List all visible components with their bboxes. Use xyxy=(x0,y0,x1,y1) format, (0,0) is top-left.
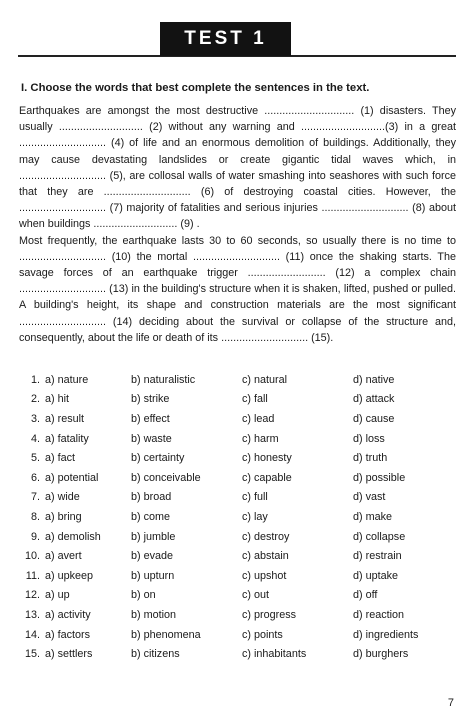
option-d: d) collapse xyxy=(353,530,406,543)
option-row-3 xyxy=(22,409,463,429)
option-b: b) effect xyxy=(131,412,170,425)
option-number: 2. xyxy=(30,393,40,406)
option-b: b) citizens xyxy=(131,648,180,661)
option-c: c) out xyxy=(242,589,270,602)
option-a: a) factors xyxy=(45,628,91,641)
option-number: 1. xyxy=(30,373,40,386)
option-d: d) reaction xyxy=(353,608,405,621)
option-number: 7. xyxy=(30,491,40,504)
option-row-12 xyxy=(22,586,463,606)
option-row-11 xyxy=(22,566,463,586)
passage-paragraph-2: Most frequently, the earthquake lasts 30 to 60 seconds, so usually there is no time to ............................. (10) the mortal ............................. (11) once the shaking starts. The savage forces of an earthquake trigger .......................... (12) a complex chain ............................. (13) in the building's structure when it is shaken, lifted, pushed or pulled. A building's height, its shape and construction materials are the most significant ............................. (14) deciding about the survival or collapse of the structure and, consequently, about the life or death of its ............................. (15). xyxy=(19,234,456,344)
option-d: d) possible xyxy=(353,471,406,484)
option-row-8 xyxy=(22,507,463,527)
option-a: a) avert xyxy=(45,550,82,563)
option-a: a) bring xyxy=(45,510,82,523)
option-b: b) phenomena xyxy=(131,628,201,641)
option-a: a) fact xyxy=(45,452,76,465)
option-row-15 xyxy=(22,644,463,664)
option-d: d) restrain xyxy=(353,550,402,563)
option-d: d) cause xyxy=(353,412,395,425)
option-number: 8. xyxy=(30,510,40,523)
option-b: b) naturalistic xyxy=(131,373,196,386)
option-row-14 xyxy=(22,625,463,645)
option-b: b) jumble xyxy=(131,530,176,543)
option-d: d) burghers xyxy=(353,648,409,661)
option-d: d) uptake xyxy=(353,569,399,582)
instruction-heading: I. Choose the words that best complete the sentences in the text. xyxy=(21,82,370,94)
option-b: b) motion xyxy=(131,608,177,621)
option-row-1 xyxy=(22,370,463,390)
option-row-10 xyxy=(22,546,463,566)
option-c: c) lead xyxy=(242,412,275,425)
option-row-9 xyxy=(22,527,463,547)
option-number: 13. xyxy=(24,608,40,621)
option-row-6 xyxy=(22,468,463,488)
answer-options-list xyxy=(22,370,463,664)
option-c: c) points xyxy=(242,628,283,641)
test-title-banner: TEST 1 xyxy=(160,22,291,56)
option-b: b) evade xyxy=(131,550,174,563)
option-c: c) destroy xyxy=(242,530,290,543)
option-b: b) come xyxy=(131,510,171,523)
option-a: a) up xyxy=(45,589,70,602)
option-c: c) inhabitants xyxy=(242,648,307,661)
option-row-4 xyxy=(22,429,463,449)
option-a: a) upkeep xyxy=(45,569,94,582)
option-b: b) on xyxy=(131,589,156,602)
cloze-passage xyxy=(19,103,456,346)
option-b: b) conceivable xyxy=(131,471,201,484)
option-c: c) honesty xyxy=(242,452,292,465)
option-d: d) make xyxy=(353,510,393,523)
option-row-2 xyxy=(22,390,463,410)
option-row-13 xyxy=(22,605,463,625)
option-number: 12. xyxy=(24,589,40,602)
option-b: b) waste xyxy=(131,432,172,445)
option-a: a) hit xyxy=(45,393,70,406)
option-d: d) attack xyxy=(353,393,395,406)
option-a: a) fatality xyxy=(45,432,89,445)
option-c: c) harm xyxy=(242,432,279,445)
option-number: 10. xyxy=(24,550,40,563)
option-a: a) demolish xyxy=(45,530,101,543)
option-a: a) activity xyxy=(45,608,91,621)
option-number: 15. xyxy=(24,648,40,661)
option-c: c) upshot xyxy=(242,569,287,582)
option-c: c) natural xyxy=(242,373,288,386)
option-a: a) nature xyxy=(45,373,89,386)
option-d: d) ingredients xyxy=(353,628,419,641)
option-b: b) upturn xyxy=(131,569,175,582)
option-b: b) certainty xyxy=(131,452,185,465)
option-number: 6. xyxy=(30,471,40,484)
option-number: 3. xyxy=(30,412,40,425)
page-number: 7 xyxy=(447,697,454,709)
option-d: d) truth xyxy=(353,452,388,465)
option-number: 11. xyxy=(25,569,40,582)
option-d: d) native xyxy=(353,373,395,386)
option-c: c) capable xyxy=(242,471,292,484)
option-row-5 xyxy=(22,448,463,468)
option-number: 4. xyxy=(30,432,40,445)
option-c: c) fall xyxy=(242,393,268,406)
option-c: c) full xyxy=(242,491,268,504)
passage-paragraph-1: Earthquakes are amongst the most destructive .............................. (1) disasters. They usually ............................ (2) without any warning and ............................(3) in a great ............................. (4) of life and an enormous demolition of buildings. Additionally, they may cause devastating landslides or create gigantic tidal waves which, in ............................. (5), are collosal walls of water smashing into seashores with such force that they are ............................. (6) of destroying coastal cities. However, the ............................. (7) majority of fatalities and serious injuries ............................. (8) about when buildings ............................ (9) . xyxy=(19,105,456,231)
option-number: 5. xyxy=(30,452,40,465)
option-number: 9. xyxy=(30,530,40,543)
option-c: c) progress xyxy=(242,608,297,621)
option-number: 14. xyxy=(24,628,40,641)
option-c: c) lay xyxy=(242,510,268,523)
option-b: b) strike xyxy=(131,393,170,406)
option-a: a) potential xyxy=(45,471,99,484)
option-c: c) abstain xyxy=(242,550,289,563)
option-a: a) wide xyxy=(45,491,80,504)
option-a: a) settlers xyxy=(45,648,93,661)
option-b: b) broad xyxy=(131,491,172,504)
option-d: d) loss xyxy=(353,432,385,445)
option-a: a) result xyxy=(45,412,85,425)
option-d: d) vast xyxy=(353,491,386,504)
option-row-7 xyxy=(22,488,463,508)
option-d: d) off xyxy=(353,589,378,602)
